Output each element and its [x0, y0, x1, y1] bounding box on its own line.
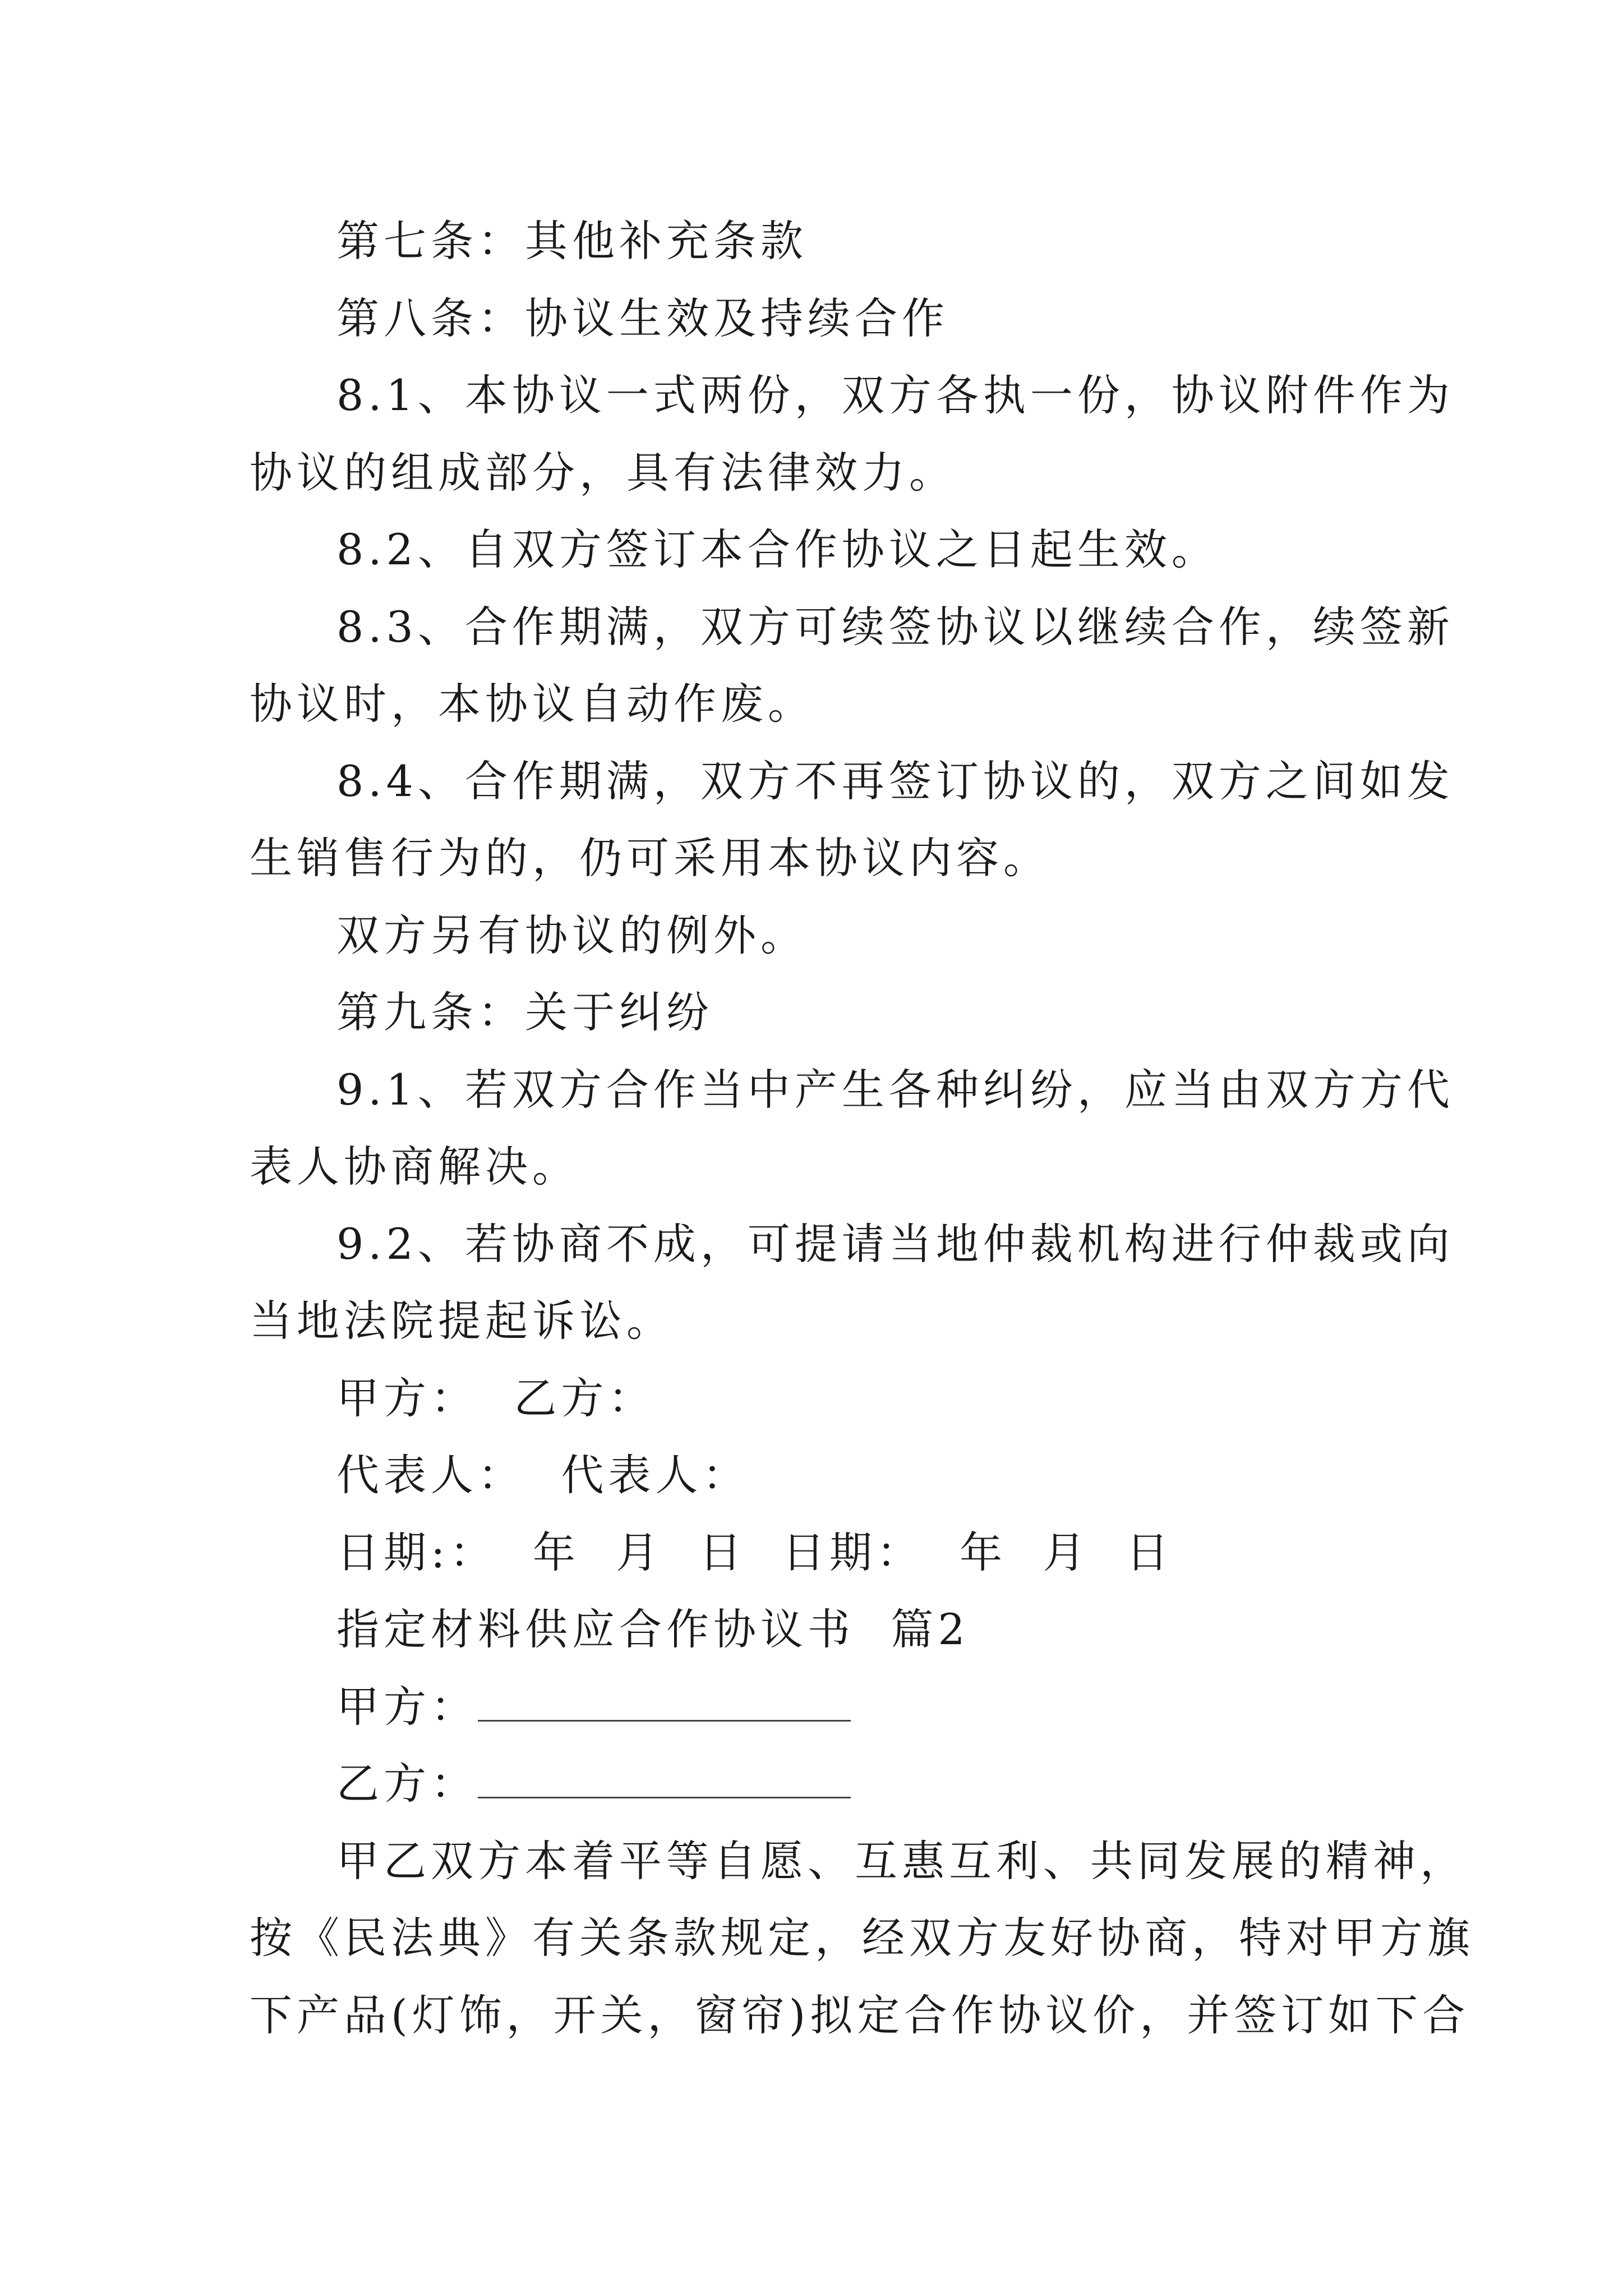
- date-line: [0, 1525, 1623, 1581]
- clause-8-3-line2: [0, 676, 1623, 732]
- text-line: 第七条：其他补充条款: [336, 216, 808, 266]
- text-line: 甲乙双方本着平等自愿、互惠互利、共同发展的精神，: [336, 1836, 1467, 1886]
- clause-8-1-line2: [0, 445, 1623, 501]
- field-label: 乙方：: [336, 1759, 478, 1809]
- article-8-heading: [0, 291, 1623, 347]
- clause-8-4-line2: [0, 830, 1623, 886]
- text-line: 生销售行为的，仍可采用本协议内容。: [250, 833, 1050, 883]
- preamble-line2: [0, 1910, 1623, 1966]
- clause-8-2: [0, 522, 1623, 578]
- text-line: 代表人： 代表人：: [336, 1450, 750, 1500]
- party-a-blank: [478, 1681, 851, 1722]
- party-signature-line: [0, 1370, 1623, 1427]
- exception-note: [0, 908, 1623, 964]
- text-line: 第九条：关于纠纷: [336, 987, 713, 1037]
- text-line: 8.4、合作期满，双方不再签订协议的，双方之间如发: [336, 756, 1454, 806]
- clause-8-1-line1: [0, 367, 1623, 424]
- party-a-field: [0, 1679, 1623, 1735]
- preamble-line1: [0, 1833, 1623, 1889]
- clause-9-2-line1: [0, 1216, 1623, 1272]
- text-line: 下产品(灯饰，开关，窗帘)拟定合作协议价，并签订如下合: [250, 1990, 1470, 2040]
- field-label: 甲方：: [336, 1682, 478, 1732]
- clause-9-1-line1: [0, 1062, 1623, 1118]
- text-line: 协议时，本协议自动作废。: [250, 679, 815, 729]
- text-line: 第八条：协议生效及持续合作: [336, 293, 949, 343]
- text-line: 协议的组成部分，具有法律效力。: [250, 448, 956, 498]
- representative-line: [0, 1447, 1623, 1503]
- section-title-2: [0, 1602, 1623, 1658]
- text-line: 8.3、合作期满，双方可续签协议以继续合作，续签新: [336, 602, 1454, 652]
- text-line: 8.2、自双方签订本合作协议之日起生效。: [336, 524, 1219, 574]
- clause-8-4-line1: [0, 753, 1623, 809]
- article-7-heading: [0, 213, 1623, 269]
- text-line: 表人协商解决。: [250, 1142, 579, 1191]
- party-b-blank: [478, 1757, 851, 1798]
- clause-8-3-line1: [0, 599, 1623, 655]
- article-9-heading: [0, 984, 1623, 1041]
- text-line: 按《民法典》有关条款规定，经双方友好协商，特对甲方旗: [250, 1913, 1474, 1963]
- text-line: 9.1、若双方合作当中产生各种纠纷，应当由双方方代: [336, 1065, 1454, 1115]
- text-line: 甲方： 乙方：: [336, 1373, 656, 1423]
- text-line: 双方另有协议的例外。: [336, 910, 808, 960]
- text-line: 8.1、本协议一式两份，双方各执一份，协议附件作为: [336, 370, 1454, 420]
- text-line: 指定材料供应合作协议书 篇2: [336, 1604, 970, 1654]
- clause-9-1-line2: [0, 1139, 1623, 1195]
- text-line: 9.2、若协商不成，可提请当地仲裁机构进行仲裁或向: [336, 1219, 1454, 1269]
- text-line: 当地法院提起诉讼。: [250, 1296, 674, 1346]
- preamble-line3: [0, 1987, 1623, 2044]
- clause-9-2-line2: [0, 1293, 1623, 1349]
- text-line: 日期:： 年 月 日 日期： 年 月 日: [336, 1527, 1173, 1577]
- party-b-field: [0, 1756, 1623, 1812]
